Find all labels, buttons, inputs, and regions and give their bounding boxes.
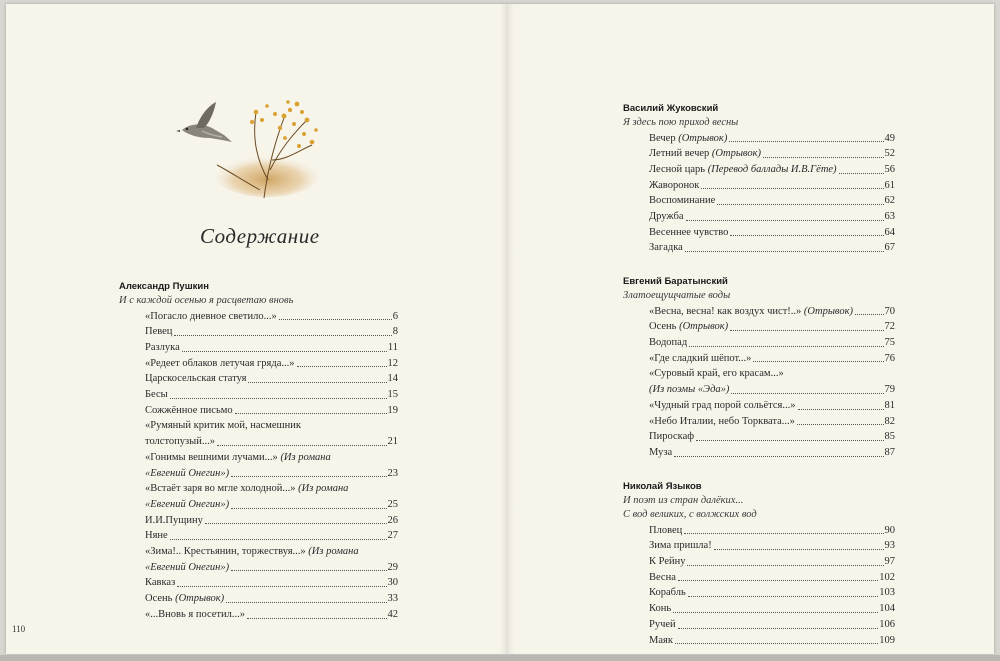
ochre-wash — [215, 153, 319, 197]
toc-entry — [623, 445, 895, 461]
author-heading: Василий Жуковский — [623, 103, 719, 114]
page-ref: 25 — [387, 498, 398, 510]
entry-note: (Из поэмы «Эда») — [649, 384, 730, 396]
toc-entry — [119, 356, 398, 372]
toc-entry-title — [649, 398, 796, 414]
toc-entry-title — [145, 575, 175, 591]
dot-leader — [839, 173, 884, 174]
entry-title-text: «Небо Италии, небо Торквата...» — [649, 415, 795, 427]
page-ref: 14 — [387, 373, 398, 385]
entry-note: «Евгений Онегин») — [145, 498, 230, 510]
page-ref: 61 — [884, 179, 895, 191]
toc-entry — [119, 418, 398, 434]
entry-note: «Евгений Онегин») — [145, 467, 230, 479]
toc-list — [623, 131, 895, 257]
entry-title-text: Осень — [145, 593, 173, 605]
page-ref: 102 — [879, 571, 895, 583]
toc-entry — [623, 366, 895, 382]
entry-title-text: Дружба — [649, 211, 684, 223]
page-ref: 93 — [884, 540, 895, 552]
entry-title-text: Весна — [649, 571, 676, 583]
toc-entry — [623, 523, 895, 539]
page-ref: 26 — [387, 514, 398, 526]
entry-note: (Отрывок) — [175, 593, 225, 605]
toc-entry-title — [145, 403, 233, 419]
page-ref: 64 — [884, 226, 895, 238]
page-ref: 21 — [387, 436, 398, 448]
bird-icon — [176, 102, 232, 142]
entry-note: (Отрывок) — [678, 132, 728, 144]
toc-entry-title — [649, 319, 728, 335]
toc-entry-title — [649, 304, 853, 320]
page-ref: 81 — [884, 399, 895, 411]
toc-entry — [623, 538, 895, 554]
page-ref: 79 — [884, 384, 895, 396]
entry-title-text: Ручей — [649, 618, 676, 630]
toc-entry-title — [145, 309, 277, 325]
toc-entry-title — [145, 607, 245, 623]
toc-entry-title — [649, 209, 684, 225]
toc-entry-title — [649, 146, 761, 162]
dot-leader — [685, 251, 884, 252]
entry-note: (Из романа — [308, 546, 359, 558]
toc-entry-title — [145, 513, 203, 529]
toc-entry-title — [145, 324, 172, 340]
author-heading: Евгений Баратынский — [623, 276, 728, 288]
toc-entry — [119, 371, 398, 387]
cycle-heading: С вод великих, с волжских вод — [623, 509, 757, 521]
dot-leader — [678, 580, 878, 581]
page-ref: 67 — [884, 242, 895, 254]
page-ref: 42 — [387, 608, 398, 620]
entry-title-text: Жаворонок — [649, 179, 700, 191]
page-ref: 109 — [879, 634, 895, 646]
dot-leader — [170, 398, 387, 399]
toc-entry-title — [649, 601, 671, 617]
toc-entry — [623, 554, 895, 570]
toc-entry-title — [145, 497, 229, 513]
page-ref: 70 — [884, 305, 895, 317]
golden-leaves — [250, 100, 318, 148]
entry-title-text: Царскосельская статуя — [145, 373, 247, 385]
toc-entry-title — [649, 585, 686, 601]
page-ref: 76 — [884, 352, 895, 364]
dot-leader — [231, 508, 386, 509]
entry-title-text: Осень — [649, 321, 677, 333]
dot-leader — [686, 220, 884, 221]
book-gutter — [500, 4, 514, 654]
entry-title-text: И.И.Пущину — [145, 514, 203, 526]
page-ref: 52 — [884, 148, 895, 160]
toc-entry — [623, 382, 895, 398]
toc-entry — [119, 575, 398, 591]
dot-leader — [717, 204, 883, 205]
entry-title-text: «Румяный критик мой, насмешник — [145, 420, 301, 432]
page-ref: 63 — [884, 211, 895, 223]
entry-title-text: «Встаёт заря во мгле холодной...» — [145, 483, 296, 495]
toc-entry-title — [145, 591, 224, 607]
toc-entry-title — [649, 554, 685, 570]
toc-entry — [119, 497, 398, 513]
section-gap — [623, 461, 895, 480]
entry-title-text: Лесной царь — [649, 163, 706, 175]
entry-title-text: Корабль — [649, 587, 686, 599]
dot-leader — [231, 570, 386, 571]
toc-entry — [623, 225, 895, 241]
toc-entry — [119, 466, 398, 482]
toc-entry — [119, 387, 398, 403]
entry-title-text: Пловец — [649, 524, 683, 536]
dot-leader — [217, 445, 387, 446]
toc-entry — [623, 146, 895, 162]
toc-entry — [119, 544, 398, 560]
dot-leader — [688, 596, 879, 597]
dot-leader — [673, 612, 878, 613]
entry-title-text: «Чудный град порой сольётся...» — [649, 399, 796, 411]
page-ref: 85 — [884, 431, 895, 443]
page-ref: 87 — [884, 446, 895, 458]
entry-note: (Отрывок) — [679, 321, 729, 333]
toc-entry — [623, 601, 895, 617]
entry-title-text: Вечер — [649, 132, 676, 144]
page-ref: 33 — [387, 593, 398, 605]
entry-title-text: Певец — [145, 326, 173, 338]
toc-entry-title — [649, 351, 751, 367]
toc-entry-title — [649, 523, 682, 539]
bird-branch-illustration — [172, 90, 322, 205]
toc-entry-title — [145, 466, 229, 482]
entry-title-text: Летний вечер — [649, 148, 710, 160]
page-ref: 62 — [884, 195, 895, 207]
entry-title-text: Няне — [145, 530, 168, 542]
entry-title-text: «Гонимы вешними лучами...» — [145, 451, 278, 463]
entry-title-text: «Весна, весна! как воздух чист!..» — [649, 305, 802, 317]
dot-leader — [798, 409, 884, 410]
toc-entry-title — [649, 382, 729, 398]
entry-title-text: Конь — [649, 603, 672, 615]
toc-entry — [623, 162, 895, 178]
toc-entry — [119, 340, 398, 356]
toc-entry — [623, 193, 895, 209]
toc-entry-title — [145, 356, 295, 372]
toc-entry-title — [649, 178, 699, 194]
dot-leader — [701, 188, 883, 189]
toc-list — [119, 309, 398, 623]
toc-entry — [119, 403, 398, 419]
page-ref: 11 — [387, 341, 398, 353]
dot-leader — [689, 346, 883, 347]
entry-title-text: Зима пришла! — [649, 540, 712, 552]
dot-leader — [674, 456, 883, 457]
entry-title-text: Загадка — [649, 242, 683, 254]
entry-title-text: «Погасло дневное светило...» — [145, 310, 277, 322]
entry-title-text: К Рейну — [649, 556, 686, 568]
toc-entry — [119, 560, 398, 576]
toc-entry — [623, 178, 895, 194]
toc-entry-title — [649, 193, 715, 209]
entry-note: (Отрывок) — [711, 148, 762, 160]
toc-entry — [623, 304, 895, 320]
entry-title-text: Водопад — [649, 337, 688, 349]
dot-leader — [730, 330, 883, 331]
toc-entry-title — [649, 538, 712, 554]
page-number: 110 — [12, 624, 26, 634]
toc-entry — [623, 351, 895, 367]
toc-entry — [623, 209, 895, 225]
dot-leader — [714, 549, 884, 550]
dot-leader — [170, 539, 387, 540]
entry-note: (Перевод баллады И.В.Гёте) — [707, 163, 837, 175]
dot-leader — [729, 141, 883, 142]
page-ref: 75 — [884, 337, 895, 349]
page-title: Содержание — [200, 224, 320, 248]
cycle-heading: Я здесь пою приход весны — [623, 117, 739, 128]
dot-leader — [675, 643, 878, 644]
toc-entry-title — [649, 225, 728, 241]
toc-entry — [623, 335, 895, 351]
toc-entry — [623, 617, 895, 633]
entry-title-text: Разлука — [145, 341, 180, 353]
page-ref: 49 — [884, 132, 895, 144]
entry-title-text: «Редеет облаков летучая гряда...» — [145, 357, 295, 369]
toc-list — [623, 304, 895, 461]
cycle-heading: И поэт из стран далёких... — [623, 494, 744, 506]
toc-entry-title — [145, 371, 246, 387]
page-ref: 56 — [884, 163, 895, 175]
entry-note: (Из романа — [298, 483, 349, 495]
toc-entry — [623, 585, 895, 601]
toc-entry-title — [649, 414, 795, 430]
entry-title-text: Сожжённое письмо — [145, 404, 233, 416]
toc-entry-title — [145, 560, 229, 576]
page-ref: 90 — [884, 524, 895, 536]
toc-entry — [623, 633, 895, 649]
entry-title-text: Муза — [649, 446, 673, 458]
page-ref: 8 — [392, 326, 398, 338]
entry-title-text: Пироскаф — [649, 431, 695, 443]
entry-note: (Отрывок) — [803, 305, 854, 317]
dot-leader — [855, 314, 883, 315]
toc-entry — [119, 450, 398, 466]
author-heading: Николай Языков — [623, 480, 702, 492]
page-ref: 19 — [387, 404, 398, 416]
toc-entry — [119, 481, 398, 497]
page-edge — [0, 655, 1000, 661]
entry-title-text: толстопузый...» — [145, 436, 215, 448]
page-ref: 15 — [387, 389, 398, 401]
page-ref: 103 — [879, 587, 895, 599]
entry-title-text: Бесы — [145, 389, 168, 401]
page-ref: 97 — [884, 556, 895, 568]
page-ref: 23 — [387, 467, 398, 479]
dot-leader — [797, 424, 884, 425]
entry-title-text: «Где сладкий шёпот...» — [649, 352, 752, 364]
toc-entry-title — [145, 434, 215, 450]
dot-leader — [235, 413, 387, 414]
toc-entry-title — [649, 335, 687, 351]
dot-leader — [763, 157, 883, 158]
entry-note: «Евгений Онегин») — [145, 561, 230, 573]
toc-entry-title — [649, 445, 672, 461]
toc-entry — [623, 319, 895, 335]
entry-note: (Из романа — [280, 451, 331, 463]
dot-leader — [226, 602, 386, 603]
toc-entry-title — [145, 528, 168, 544]
page-ref: 82 — [884, 415, 895, 427]
toc-entry-title — [649, 633, 673, 649]
page-ref: 27 — [387, 530, 398, 542]
dot-leader — [731, 393, 883, 394]
toc-entry — [623, 570, 895, 586]
toc-entry — [623, 414, 895, 430]
toc-list — [623, 523, 895, 649]
toc-entry-title — [649, 429, 694, 445]
entry-title-text: «Зима!.. Крестьянин, торжествуя...» — [145, 546, 306, 558]
dot-leader — [297, 366, 387, 367]
toc-entry — [119, 434, 398, 450]
toc-entry-title — [145, 387, 168, 403]
dot-leader — [174, 335, 391, 336]
dot-leader — [696, 440, 883, 441]
toc-entry-title — [145, 340, 180, 356]
dot-leader — [279, 319, 392, 320]
page-ref: 30 — [387, 577, 398, 589]
dot-leader — [678, 628, 879, 629]
toc-entry — [623, 429, 895, 445]
dot-leader — [753, 361, 883, 362]
toc-entry-title — [649, 162, 837, 178]
author-heading: Александр Пушкин — [119, 281, 209, 292]
entry-title-text: Кавказ — [145, 577, 176, 589]
toc-entry-title — [649, 131, 727, 147]
toc-entry — [119, 591, 398, 607]
toc-entry-title — [649, 570, 676, 586]
entry-title-text: Весеннее чувство — [649, 226, 729, 238]
page-ref: 6 — [392, 310, 398, 322]
toc-entry-title — [649, 617, 676, 633]
toc-entry — [623, 398, 895, 414]
page-ref: 12 — [387, 357, 398, 369]
toc-entry — [623, 131, 895, 147]
toc-entry — [119, 513, 398, 529]
dot-leader — [684, 533, 883, 534]
toc-entry — [119, 324, 398, 340]
cycle-heading: Златоещущчатые воды — [623, 290, 731, 302]
entry-title-text: «Суровый край, его красам...» — [649, 368, 784, 380]
page-ref: 72 — [884, 321, 895, 333]
page-ref: 29 — [387, 561, 398, 573]
entry-title-text: Маяк — [649, 634, 673, 646]
toc-entry-title — [649, 240, 683, 256]
dot-leader — [730, 235, 883, 236]
section-gap — [623, 256, 895, 275]
toc-left-column — [119, 280, 398, 623]
dot-leader — [248, 382, 386, 383]
toc-entry — [623, 240, 895, 256]
toc-right-column — [623, 102, 895, 648]
dot-leader — [182, 351, 387, 352]
toc-entry — [119, 607, 398, 623]
dot-leader — [205, 523, 387, 524]
dot-leader — [177, 586, 386, 587]
toc-entry — [119, 309, 398, 325]
entry-title-text: «...Вновь я посетил...» — [145, 608, 245, 620]
dot-leader — [231, 476, 386, 477]
entry-title-text: Воспоминание — [649, 195, 716, 207]
cycle-heading: И с каждой осенью я расцветаю вновь — [119, 295, 294, 306]
toc-entry — [119, 528, 398, 544]
page-ref: 104 — [879, 603, 895, 615]
dot-leader — [687, 565, 883, 566]
page-ref: 106 — [879, 618, 895, 630]
dot-leader — [247, 618, 387, 619]
